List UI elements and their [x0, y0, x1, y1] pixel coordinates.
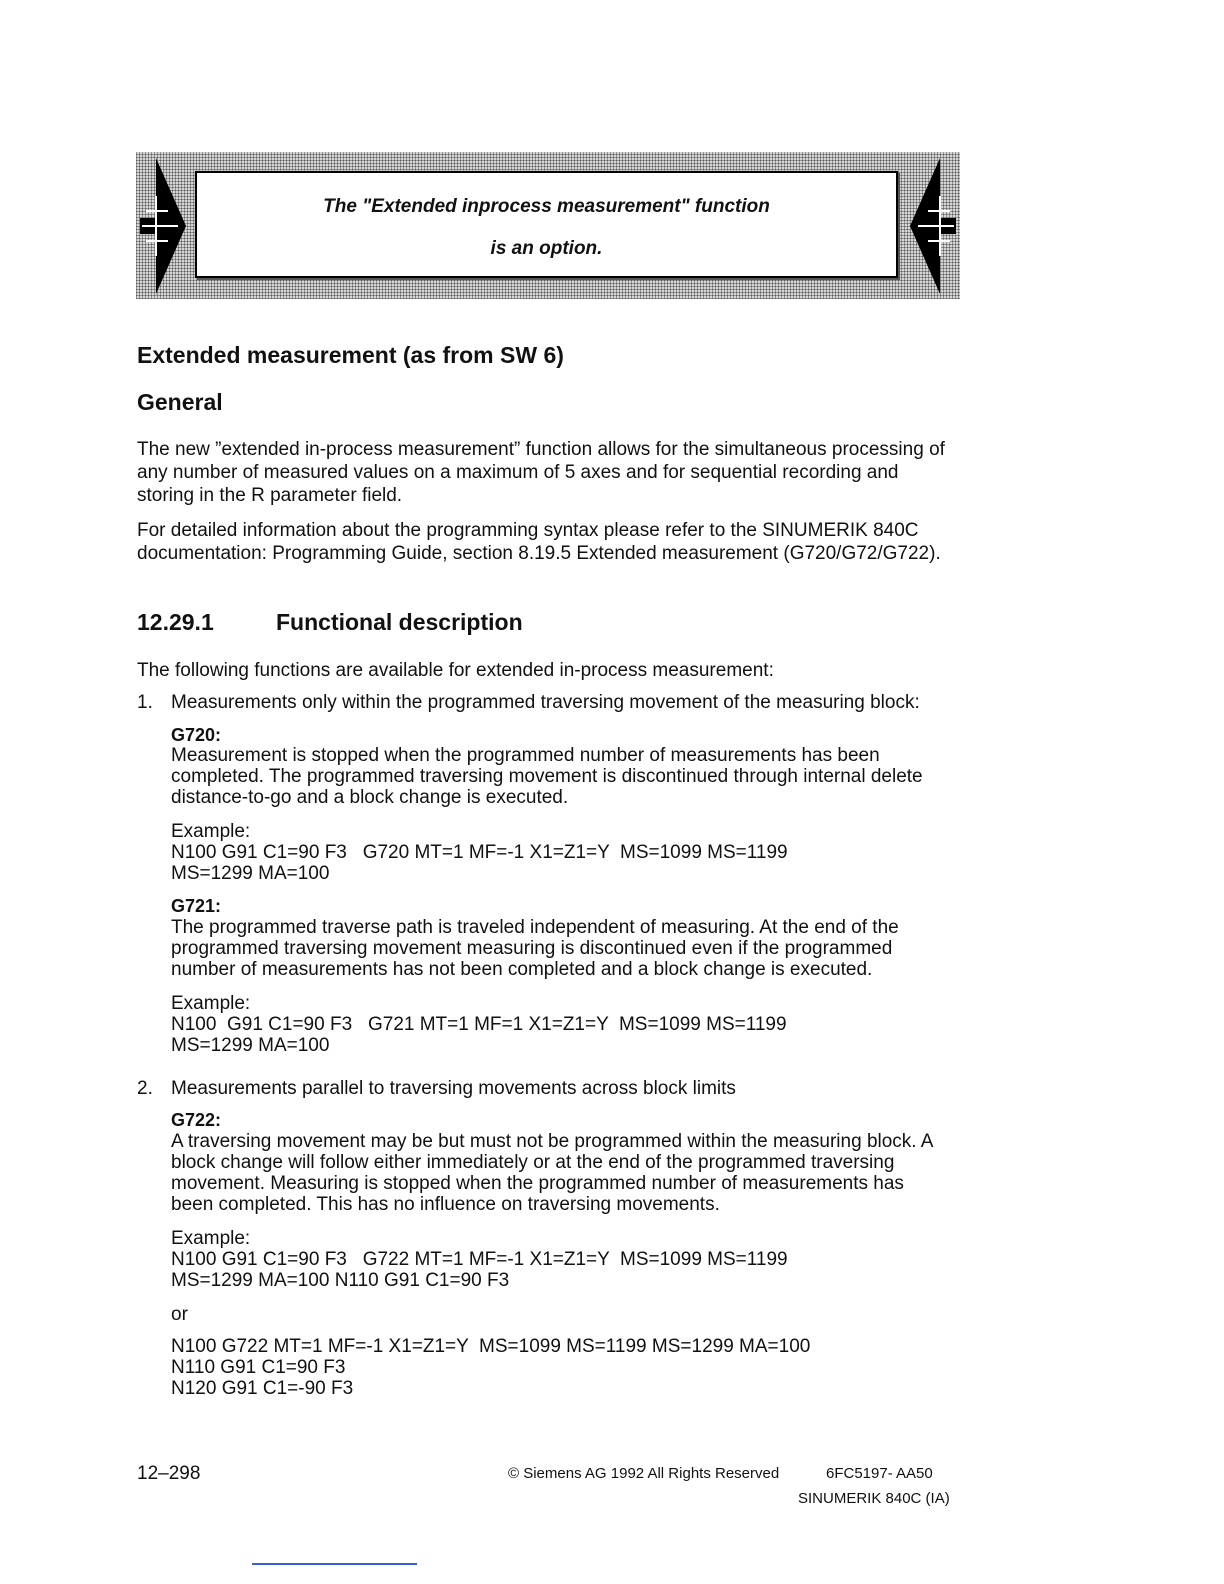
- heading-general: General: [137, 389, 223, 415]
- list-item-1-number: 1.: [137, 692, 153, 713]
- g720-example-label: Example:: [171, 821, 251, 842]
- or-separator: or: [171, 1304, 188, 1325]
- option-notice-box: [195, 171, 898, 278]
- g721-example-line1: N100 G91 C1=90 F3 G721 MT=1 MF=1 X1=Z1=Y MS=1099 MS=1199: [171, 1014, 787, 1035]
- g720-example-line2: MS=1299 MA=100: [171, 863, 330, 884]
- list-item-2-number: 2.: [137, 1078, 153, 1099]
- heading-extended-measurement: Extended measurement (as from SW 6): [137, 342, 564, 368]
- paragraph-intro: The following functions are available for extended in-process measurement:: [137, 660, 774, 681]
- option-arrow-right-icon: [138, 156, 188, 296]
- section-number: 12.29.1: [137, 609, 214, 635]
- g721-example-label: Example:: [171, 993, 251, 1014]
- g722-alt-line3: N120 G91 C1=-90 F3: [171, 1378, 354, 1399]
- g722-alt-line1: N100 G722 MT=1 MF=-1 X1=Z1=Y MS=1099 MS=1199 MS=1299 MA=100: [171, 1336, 811, 1357]
- list-item-2-text: Measurements parallel to traversing movements across block limits: [171, 1078, 736, 1099]
- g720-example-line1: N100 G91 C1=90 F3 G720 MT=1 MF=-1 X1=Z1=Y MS=1099 MS=1199: [171, 842, 788, 863]
- option-notice-line1: The "Extended inprocess measurement" function: [323, 196, 770, 217]
- g722-example-line2: MS=1299 MA=100 N110 G91 C1=90 F3: [171, 1270, 510, 1291]
- option-arrow-left-icon: [908, 156, 958, 296]
- copyright-notice: © Siemens AG 1992 All Rights Reserved: [508, 1465, 780, 1482]
- g721-example-line2: MS=1299 MA=100: [171, 1035, 330, 1056]
- g720-description: Measurement is stopped when the programmed number of measurements has been completed. The programmed traversing movement is discontinued through internal delete distance-to-go and a block change is executed.: [171, 745, 923, 808]
- g722-example-line1: N100 G91 C1=90 F3 G722 MT=1 MF=-1 X1=Z1=Y MS=1099 MS=1199: [171, 1249, 788, 1270]
- document-number: 6FC5197- AA50: [826, 1465, 933, 1482]
- paragraph-reference: For detailed information about the programming syntax please refer to the SINUMERIK 840C documentation: Programming Guide, section 8.19.5 Extended measurement (G720/G72/G722).: [137, 520, 941, 564]
- section-title: Functional description: [276, 609, 523, 635]
- g721-description: The programmed traverse path is traveled independent of measuring. At the end of the programmed traversing movement measuring is discontinued even if the programmed number of measurements has not been completed and a block change is executed.: [171, 917, 899, 980]
- g722-alt-line2: N110 G91 C1=90 F3: [171, 1357, 346, 1378]
- option-notice-line2: is an option.: [490, 238, 603, 259]
- g722-example-label: Example:: [171, 1228, 251, 1249]
- page-number: 12–298: [137, 1463, 201, 1484]
- g722-description: A traversing movement may be but must not be programmed within the measuring block. A block change will follow either immediately or at the end of the programmed traversing movement. Measuring is stopped when the programmed number of measurements has been completed. This has no influence on traversing movements.: [171, 1131, 933, 1215]
- g722-label: G722:: [171, 1110, 222, 1130]
- product-name: SINUMERIK 840C (IA): [798, 1490, 950, 1507]
- list-item-1-text: Measurements only within the programmed traversing movement of the measuring block:: [171, 692, 920, 713]
- paragraph-general: The new ”extended in-process measurement” function allows for the simultaneous processing of any number of measured values on a maximum of 5 axes and for sequential recording and storing in the R parameter field.: [137, 439, 945, 506]
- g720-label: G720:: [171, 725, 222, 745]
- g721-label: G721:: [171, 896, 222, 916]
- link-underline: [252, 1563, 417, 1565]
